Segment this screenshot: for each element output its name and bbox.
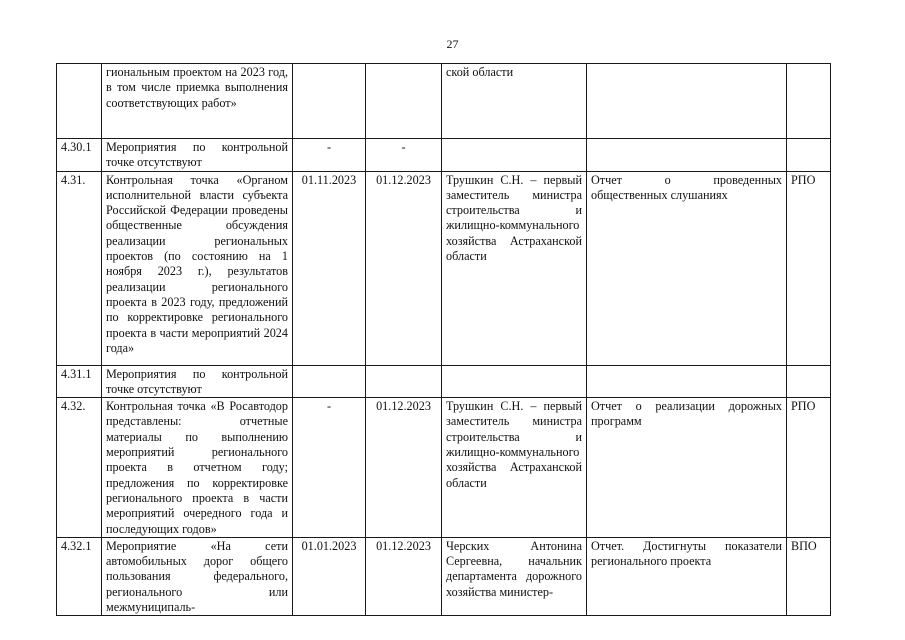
end-date (366, 64, 442, 139)
control-level (787, 139, 831, 172)
responsible-person: Трушкин С.Н. – первый заместитель министра строительства и жилищно-коммунального хозяйства Астраханской области (442, 171, 587, 365)
table-row (57, 171, 831, 365)
start-date: - (293, 139, 366, 172)
row-number: 4.30.1 (57, 139, 102, 172)
control-level (787, 64, 831, 139)
event-name: Контрольная точка «Органом исполнительной власти субъекта Российской Федерации проведены общественные обсуждения реализации региональных проектов (по состоянию на 1 ноября 2023 г.), результатов реализации регионального проекта в 2023 году, предложений по корректировке регионального проекта в части мероприятий 2024 года» (102, 171, 293, 365)
responsible-person: Черских Антонина Сергеевна, начальник департамента дорожного хозяйства министер- (442, 537, 587, 615)
end-date: 01.12.2023 (366, 171, 442, 365)
event-name: гиональным проектом на 2023 год, в том числе приемка выполнения соответствующих работ» (102, 64, 293, 139)
result-description (587, 365, 787, 398)
table-row (57, 365, 831, 398)
row-number (57, 64, 102, 139)
start-date: 01.01.2023 (293, 537, 366, 615)
plan-table (56, 63, 831, 616)
table-row (57, 64, 831, 139)
table-row (57, 139, 831, 172)
responsible-person (442, 365, 587, 398)
start-date (293, 365, 366, 398)
row-number: 4.32. (57, 398, 102, 538)
row-number: 4.31.1 (57, 365, 102, 398)
result-description (587, 139, 787, 172)
start-date: - (293, 398, 366, 538)
event-name: Контрольная точка «В Росавтодор представлены: отчетные материалы по выполнению мероприятий регионального проекта в отчетном году; предложения по корректировке регионального проекта в части мероприятий очередного года и последующих годов» (102, 398, 293, 538)
responsible-person: ской области (442, 64, 587, 139)
result-description: Отчет о проведенных общественных слушаниях (587, 171, 787, 365)
responsible-person: Трушкин С.Н. – первый заместитель министра строительства и жилищно-коммунального хозяйства Астраханской области (442, 398, 587, 538)
row-number: 4.32.1 (57, 537, 102, 615)
control-level: РПО (787, 171, 831, 365)
end-date: 01.12.2023 (366, 398, 442, 538)
result-description (587, 64, 787, 139)
start-date (293, 64, 366, 139)
end-date (366, 365, 442, 398)
result-description: Отчет. Достигнуты показатели регионального проекта (587, 537, 787, 615)
event-name: Мероприятие «На сети автомобильных дорог общего пользования федерального, регионального или межмуниципаль- (102, 537, 293, 615)
responsible-person (442, 139, 587, 172)
table-row (57, 398, 831, 538)
result-description: Отчет о реализации дорожных программ (587, 398, 787, 538)
page-number: 27 (446, 37, 459, 51)
control-level (787, 365, 831, 398)
row-number: 4.31. (57, 171, 102, 365)
control-level: РПО (787, 398, 831, 538)
event-name: Мероприятия по контрольной точке отсутствуют (102, 365, 293, 398)
end-date: 01.12.2023 (366, 537, 442, 615)
event-name: Мероприятия по контрольной точке отсутствуют (102, 139, 293, 172)
table-row (57, 537, 831, 615)
control-level: ВПО (787, 537, 831, 615)
start-date: 01.11.2023 (293, 171, 366, 365)
end-date: - (366, 139, 442, 172)
